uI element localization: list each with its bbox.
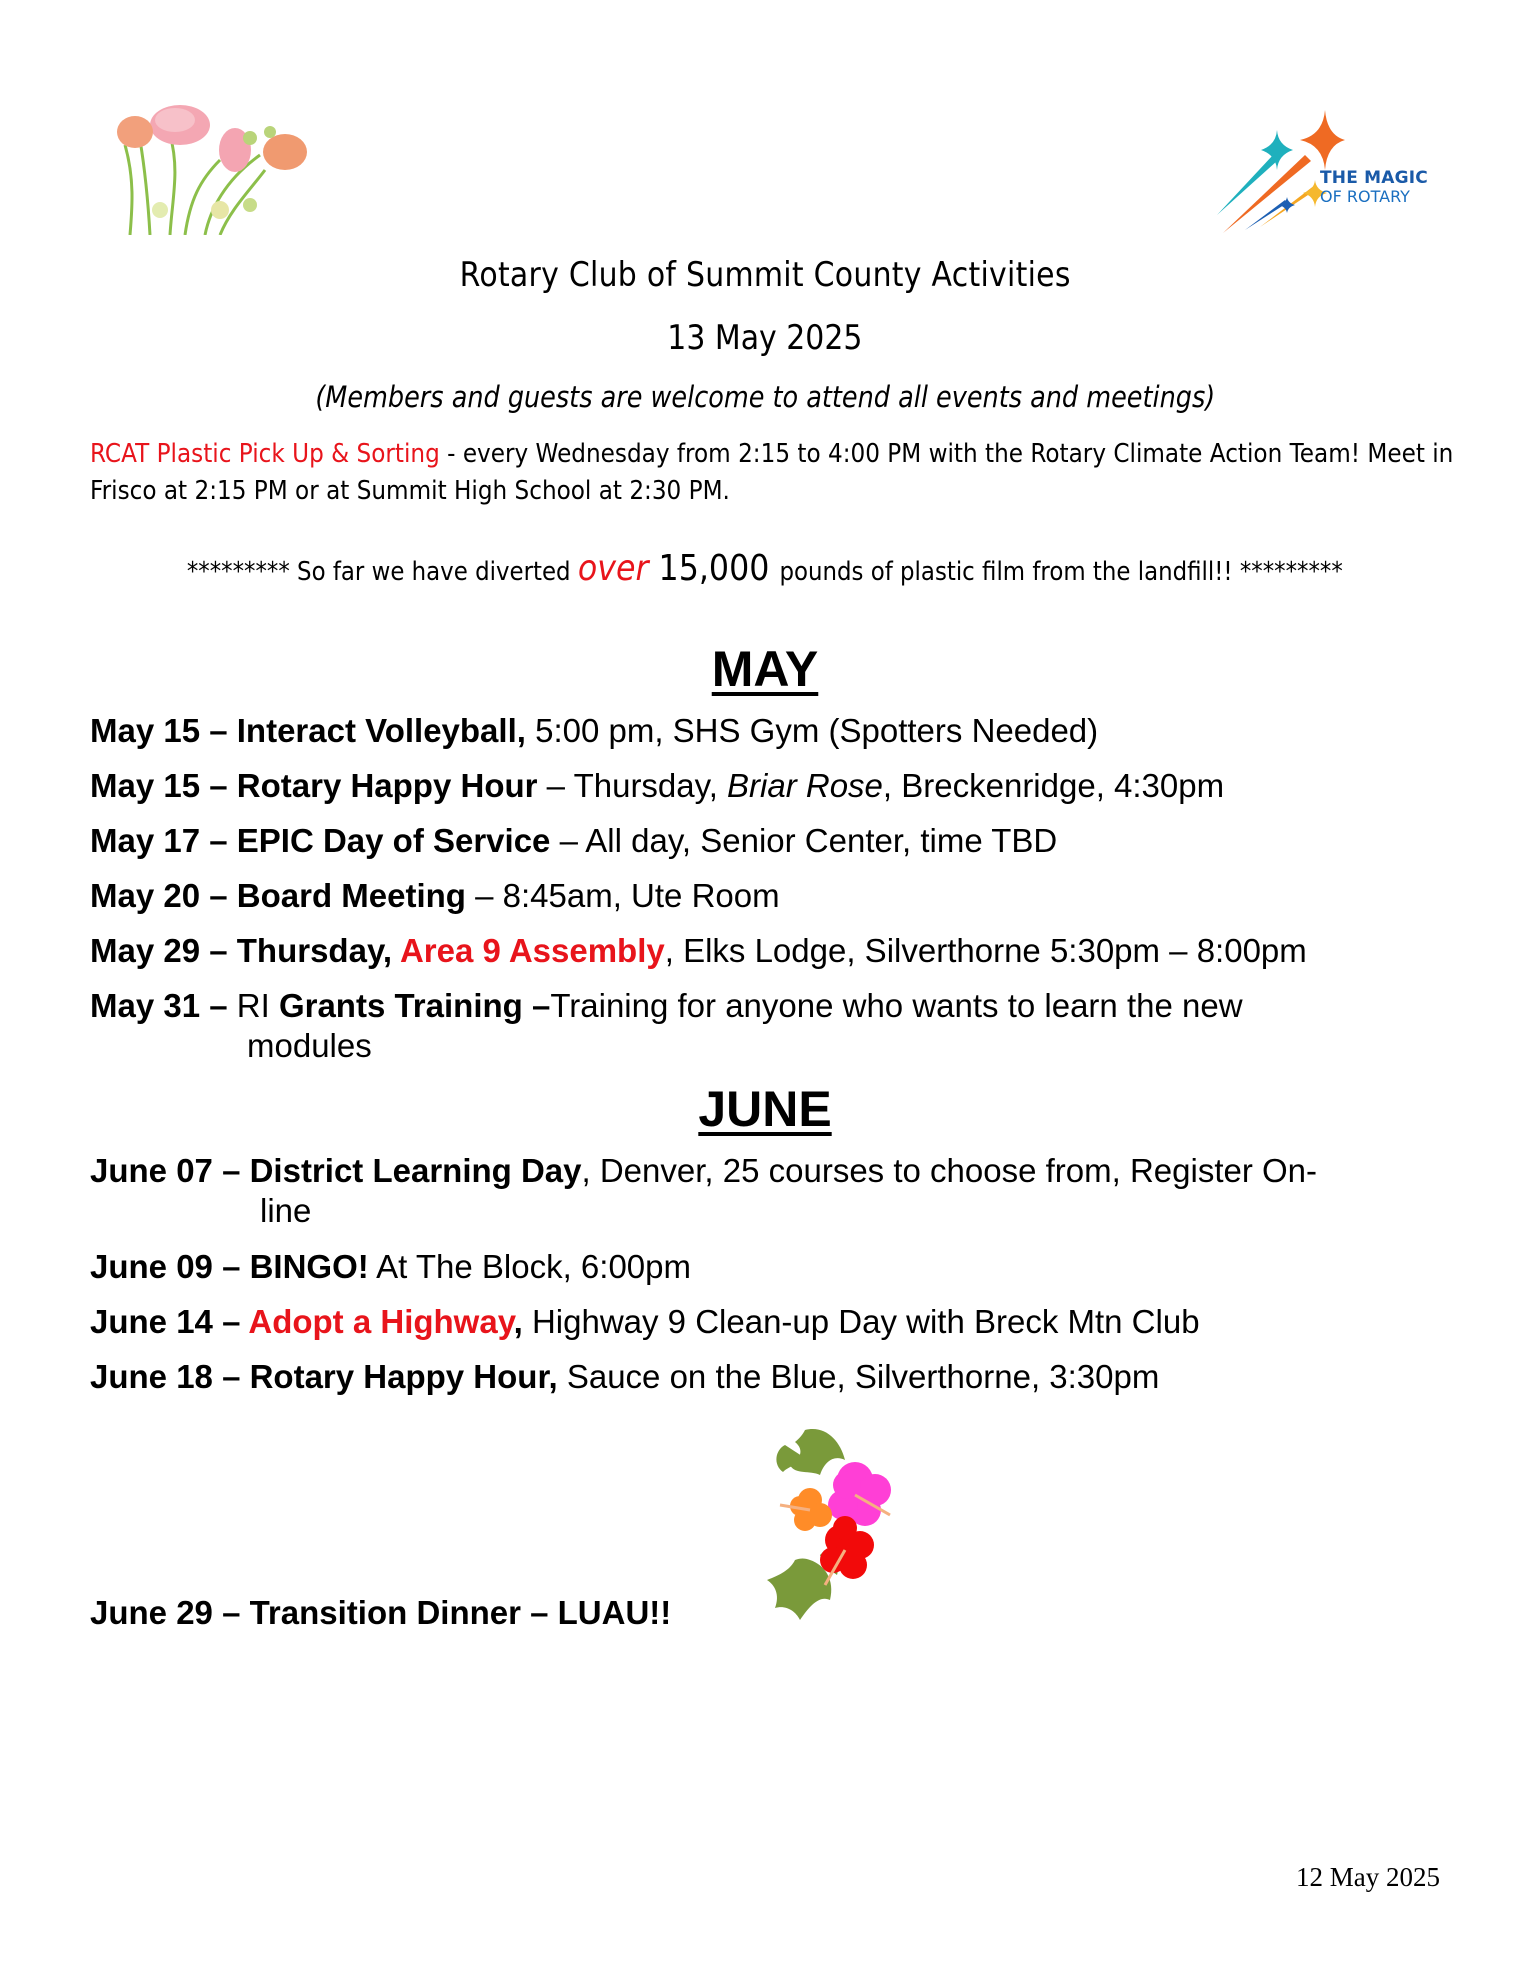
event-title: Rotary Happy Hour <box>236 767 538 804</box>
event-item <box>90 767 1224 805</box>
event-date: June 29 – <box>90 1594 250 1631</box>
event-item <box>90 877 780 915</box>
logo-line-1: THE MAGIC <box>1320 168 1428 188</box>
event-details: , Elks Lodge, Silverthorne 5:30pm – 8:00pm <box>664 932 1307 969</box>
page-title-text: Rotary Club of Summit County Activities <box>459 255 1071 295</box>
event-details: , Denver, 25 courses to choose from, Register On- <box>581 1152 1318 1189</box>
event-title: EPIC Day of Service <box>236 822 551 859</box>
event-date: May 15 – <box>90 767 237 804</box>
event-details: – Thursday, <box>537 767 728 804</box>
diverted-suffix: pounds of plastic film from the landfill!! ********* <box>779 557 1343 587</box>
event-date: May 20 – <box>90 877 237 914</box>
rcat-announcement <box>90 436 1490 510</box>
event-item <box>90 1248 691 1286</box>
event-title: Thursday, <box>236 932 400 969</box>
rcat-text: - every Wednesday from 2:15 to 4:00 PM with the Rotary Climate Action Team! Meet in Frisco at 2:15 PM or at Summit High School at 2:30 PM. <box>90 439 1454 506</box>
month-heading-may-text: MAY <box>711 641 819 697</box>
event-highlight: Adopt a Highway <box>248 1303 514 1340</box>
event-title: District Learning Day <box>249 1152 582 1189</box>
event-date: June 18 – <box>90 1358 250 1395</box>
event-item <box>90 932 1307 970</box>
event-date: May 17 – <box>90 822 237 859</box>
event-highlight: Area 9 Assembly <box>399 932 665 969</box>
event-title: BINGO! <box>249 1248 369 1285</box>
event-title: , <box>513 1303 523 1340</box>
event-title: Board Meeting <box>236 877 466 914</box>
month-heading-may <box>0 640 1530 698</box>
logo-line-2: OF ROTARY <box>1320 187 1410 206</box>
event-item <box>90 1594 671 1632</box>
event-item <box>90 1358 1159 1396</box>
document-date <box>0 318 1530 358</box>
event-details-continuation: line <box>260 1192 312 1229</box>
event-prefix: RI <box>236 987 279 1024</box>
event-item <box>90 822 1057 860</box>
diverted-over: over <box>577 548 649 589</box>
footer-date: 12 May 2025 <box>1296 1862 1440 1892</box>
event-date: June 14 – <box>90 1303 249 1340</box>
event-details: , Breckenridge, 4:30pm <box>882 767 1225 804</box>
diverted-amount: 15,000 <box>648 548 780 589</box>
event-title: Grants Training – <box>278 987 551 1024</box>
event-date: May 29 – <box>90 932 237 969</box>
hibiscus-flowers-image <box>765 1420 905 1625</box>
event-date: May 31 – <box>90 987 237 1024</box>
document-date-text: 13 May 2025 <box>667 318 863 358</box>
event-item <box>90 1152 1318 1229</box>
event-details: Highway 9 Clean-up Day with Breck Mtn Club <box>522 1303 1200 1340</box>
event-details: – All day, Senior Center, time TBD <box>550 822 1058 859</box>
diverted-prefix: ********* So far we have diverted <box>186 557 578 587</box>
event-details: Training for anyone who wants to learn the new <box>550 987 1243 1024</box>
rcat-highlight: RCAT Plastic Pick Up & Sorting <box>90 439 440 469</box>
event-details: 5:00 pm, SHS Gym (Spotters Needed) <box>525 712 1099 749</box>
event-details: At The Block, 6:00pm <box>368 1248 691 1285</box>
event-item <box>90 1303 1200 1341</box>
event-details-continuation: modules <box>247 1027 372 1064</box>
page-title <box>0 255 1530 295</box>
event-title: Rotary Happy Hour, <box>249 1358 558 1395</box>
welcome-subtitle-text: (Members and guests are welcome to attend all events and meetings) <box>315 380 1215 414</box>
event-item <box>90 987 1243 1064</box>
month-heading-june-text: JUNE <box>698 1081 832 1137</box>
event-title: Transition Dinner – LUAU!! <box>249 1594 672 1631</box>
ranunculus-flowers-image <box>110 100 310 235</box>
magic-of-rotary-logo <box>1320 170 1428 205</box>
plastic-diverted-banner <box>0 548 1530 589</box>
event-date: June 09 – <box>90 1248 250 1285</box>
event-date: June 07 – <box>90 1152 250 1189</box>
month-heading-june <box>0 1080 1530 1138</box>
event-venue: Briar Rose <box>727 767 883 804</box>
event-title: Interact Volleyball, <box>236 712 526 749</box>
event-date: May 15 – <box>90 712 237 749</box>
welcome-subtitle <box>0 380 1530 414</box>
event-details: – 8:45am, Ute Room <box>465 877 780 914</box>
event-details: Sauce on the Blue, Silverthorne, 3:30pm <box>557 1358 1160 1395</box>
event-item <box>90 712 1098 750</box>
